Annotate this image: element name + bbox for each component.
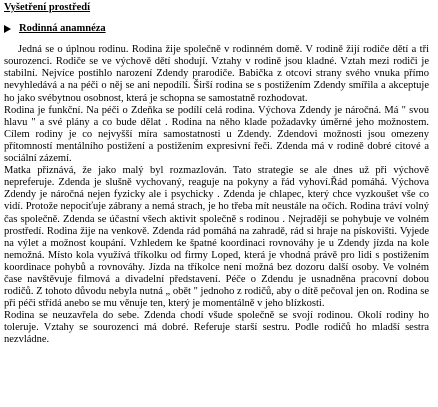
subheading <box>4 23 429 35</box>
bullet-arrow-icon <box>4 25 11 33</box>
section-title: Vyšetření prostředí <box>4 2 91 13</box>
paragraph-2: Rodina je funkční. Na péči o Zdeňka se podílí celá rodina. Výchova Zdendy je náročná. Má " svou hlavu " a své plány a co bude dělat . Rodina na něho klade požadavky úměrné jeho možnostem. Cílem rodiny je co nejvyšší míra samostatnosti u Zdendy. Zdendovi možnosti jsou omezeny přítomností mentálního postižení a postižením expresivní řeči. Zdenda má v rodině dobré citové a sociální zázemí. <box>4 104 429 165</box>
paragraph-3: Matka přiznává, že jako malý byl rozmazlován. Tato strategie se ale dnes už při výchově nepreferuje. Zdenda je slušně vychovaný, reaguje na pokyny a řád vyhoví.Řád pomáhá. Výchova Zdendy je náročná nejen fyzicky ale i psychicky . Zdenda je chlapec, který chce vyzkoušet vše co vidí. Protože nepociťuje zábrany a nemá strach, je ho třeba mít neustále na očích. Rodina tráví volný čas společně. Zdenda se účastní všech aktivit společně s rodinou . Nejraději se pohybuje ve volném prostředí. Rodina žije na venkově. Zdenda rád pomáhá na zahradě, rád si hraje na pískovišti. Vyjede na výlet a možnost koupání. Vzhledem ke špatné koordinaci rovnováhy je u Zdendy jízda na kole nemožná. Místo kola využívá tříkolku od firmy Loped, která je vhodná právě pro lidi s postižením koordinace pohybů a rovnováhy. Jízda na tříkolce není možná bez dozoru další osoby. Ve volném čase navštěvuje filmová a divadelní představení. Péče o Zdendu je usnadněna pracovní dobou rodičů. Z tohoto důvodu nebyla nutná „ obět " jednoho z rodičů, aby o dítě pečoval jen on. Rodina se při péči střídá anebo se mu věnuje ten, který je momentálně v jeho blízkosti. <box>4 165 429 310</box>
paragraph-4: Rodina se neuzavřela do sebe. Zdenda chodí všude společně se svojí rodinou. Okolí rodiny ho toleruje. Vztahy se sourozenci má dobré. Referuje starší sestru. Podle rodičů ho mladší sestra nezvládne. <box>4 310 429 346</box>
paragraph-1: Jedná se o úplnou rodinu. Rodina žije společně v rodinném domě. V rodině žijí rodiče dětí a tři sourozenci. Rodiče se ve výchově dětí shodují. Vztahy v rodině jsou kladné. Vztah mezi rodiči je stabilní. Nejvíce postihlo narození Zdendy prarodiče. Babička z otcovi strany svého vnuka přímo nevyhledává a na péči o něj se ani nepodílí. Širší rodina se s postižením Zdendy smířila a akceptuje ho jako svébytnou osobnost, která je schopna se samostatně rozhodovat. <box>4 44 429 104</box>
subheading-label: Rodinná anamnéza <box>19 23 106 35</box>
